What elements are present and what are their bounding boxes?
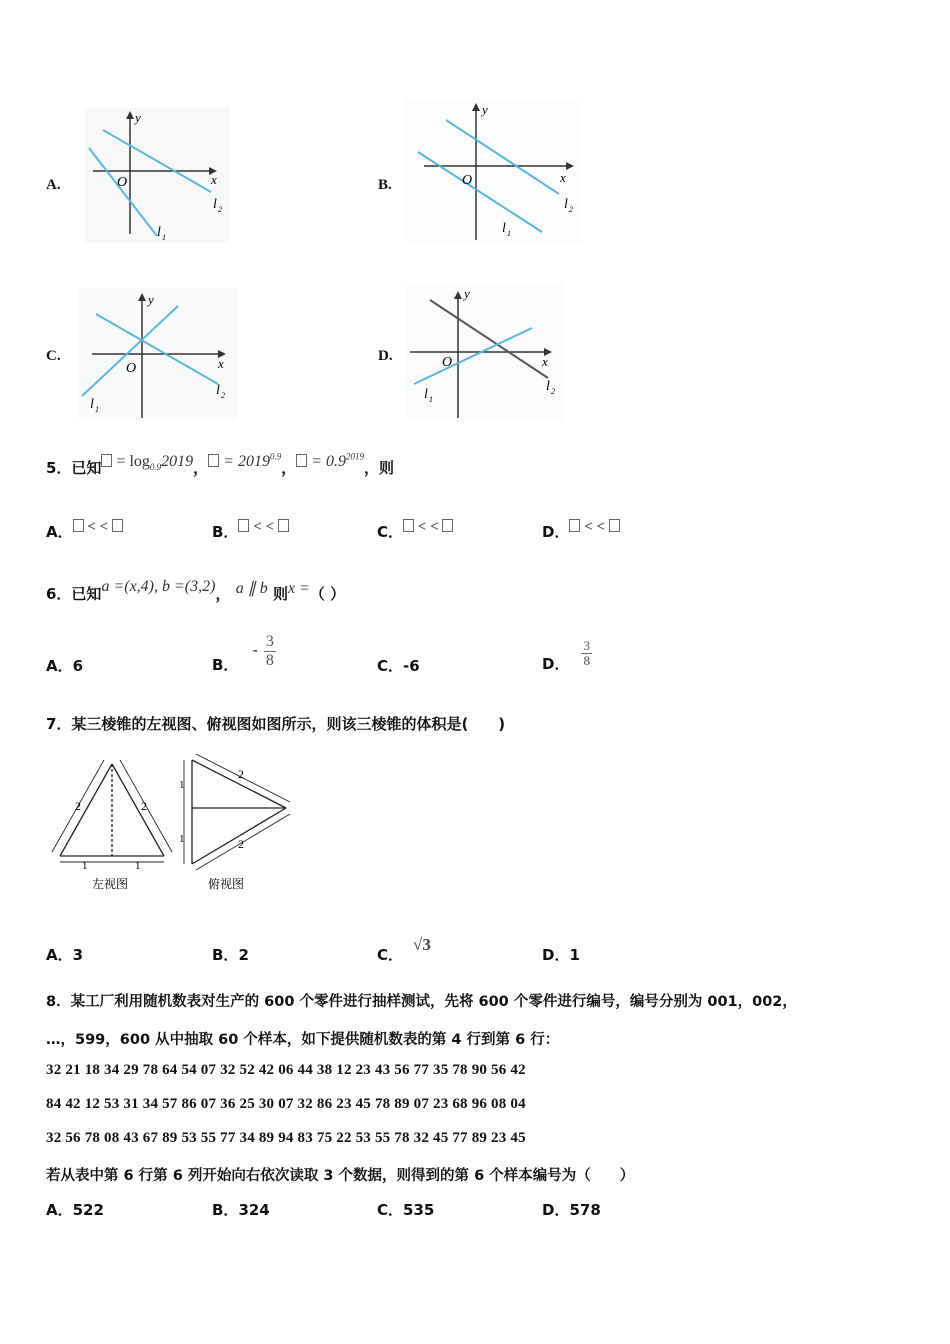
q4-graph-a (85, 108, 230, 243)
q8-question: 若从表中第 6 行第 6 列开始向右依次读取 3 个数据，则得到的第 6 个样本编号为（ ） (46, 1168, 635, 1184)
svg-text:1: 1 (507, 229, 511, 238)
svg-text:l: l (90, 397, 94, 412)
svg-text:1: 1 (95, 405, 99, 414)
random-table-row: 32 21 18 34 29 78 64 54 07 32 52 42 06 44 38 12 23 43 56 77 35 78 90 56 42 (46, 1062, 526, 1078)
q8-option-b[interactable]: B．324 (212, 1201, 270, 1219)
svg-text:y: y (464, 286, 470, 301)
q6-stem: 6．已知a =(x,4), b =(3,2)， a ∥ b 则x =（ ） (46, 578, 346, 603)
svg-text:1: 1 (429, 395, 433, 404)
svg-text:2: 2 (75, 799, 81, 813)
q7-three-views-figure (44, 752, 304, 898)
svg-text:1: 1 (162, 233, 166, 242)
svg-text:2: 2 (569, 205, 573, 214)
svg-text:x: x (218, 356, 224, 371)
svg-text:x: x (542, 354, 548, 369)
svg-text:l: l (546, 379, 550, 394)
q7-option-c[interactable]: C．√3 (377, 935, 431, 964)
svg-text:O: O (442, 355, 453, 370)
svg-text:2: 2 (141, 799, 147, 813)
q8-option-a[interactable]: A．522 (46, 1201, 104, 1219)
svg-text:x: x (211, 172, 217, 187)
q6-option-c[interactable]: C．-6 (377, 657, 420, 675)
q5-option-d[interactable]: D． < < (542, 521, 620, 542)
svg-text:x: x (560, 170, 566, 185)
left-view (52, 760, 172, 862)
q4-option-d-label[interactable]: D. (378, 348, 393, 364)
q5-option-a[interactable]: A． < < (46, 521, 123, 542)
svg-text:y: y (148, 292, 154, 307)
q8-option-c[interactable]: C．535 (377, 1201, 435, 1219)
q7-option-b[interactable]: B．2 (212, 946, 249, 964)
q8-stem-line2: …，599，600 从中抽取 60 个样本，如下提供随机数表的第 4 行到第 6 行： (46, 1032, 560, 1048)
svg-text:l: l (216, 383, 220, 398)
q4-graph-b (404, 98, 582, 244)
random-table-row: 32 56 78 08 43 67 89 53 55 77 34 89 94 83 75 22 53 55 78 32 45 77 89 23 45 (46, 1130, 526, 1146)
svg-text:俯视图: 俯视图 (208, 877, 245, 891)
q7-option-d[interactable]: D．1 (542, 946, 580, 964)
q8-option-d[interactable]: D．578 (542, 1201, 601, 1219)
q4-option-c-label[interactable]: C. (46, 348, 61, 364)
q7-option-a[interactable]: A．3 (46, 946, 84, 964)
q6-option-b[interactable]: B． - $\frac{3}{8}$ (212, 633, 274, 674)
svg-text:1: 1 (179, 833, 185, 845)
q8-stem-line1: 8．某工厂利用随机数表对生产的 600 个零件进行抽样测试，先将 600 个零件进行编号，编号分别为 001，002， (46, 994, 797, 1010)
q6-option-d[interactable]: D． $\frac{3}{8}$ (542, 637, 590, 673)
q5-option-c[interactable]: C． < < (377, 521, 453, 542)
svg-text:l: l (502, 221, 506, 236)
q4-graph-d (406, 282, 564, 420)
svg-text:左视图: 左视图 (92, 877, 129, 891)
q6-option-a[interactable]: A．6 (46, 657, 84, 675)
random-table-row: 84 42 12 53 31 34 57 86 07 36 25 30 07 32 86 23 45 78 89 07 23 68 96 08 04 (46, 1096, 526, 1112)
svg-text:1: 1 (179, 779, 185, 791)
svg-text:1: 1 (82, 860, 88, 872)
svg-text:2: 2 (551, 387, 555, 396)
svg-text:2: 2 (238, 767, 244, 781)
svg-text:2: 2 (221, 391, 225, 400)
svg-text:1: 1 (135, 860, 141, 872)
svg-text:O: O (126, 361, 137, 376)
svg-text:l: l (564, 197, 568, 212)
svg-text:y: y (135, 110, 141, 125)
q7-stem: 7．某三棱锥的左视图、俯视图如图所示，则该三棱锥的体积是( ) (46, 715, 506, 733)
svg-text:O: O (462, 173, 473, 188)
q4-option-b-label[interactable]: B. (378, 177, 392, 193)
svg-text:2: 2 (218, 205, 222, 214)
svg-text:y: y (482, 102, 488, 117)
svg-text:l: l (157, 225, 161, 240)
top-view (184, 754, 290, 870)
svg-text:l: l (424, 387, 428, 402)
svg-text:2: 2 (238, 837, 244, 851)
svg-text:l: l (213, 197, 217, 212)
q4-option-a-label[interactable]: A. (46, 177, 61, 193)
q4-graph-c (78, 288, 238, 420)
svg-text:O: O (117, 175, 128, 190)
q5-option-b[interactable]: B． < < (212, 521, 289, 542)
q5-stem: 5．已知 = $\log_{0.9}2019$， = $2019^{0.9}$， = $0.9^{2019}$，则 (46, 451, 395, 477)
